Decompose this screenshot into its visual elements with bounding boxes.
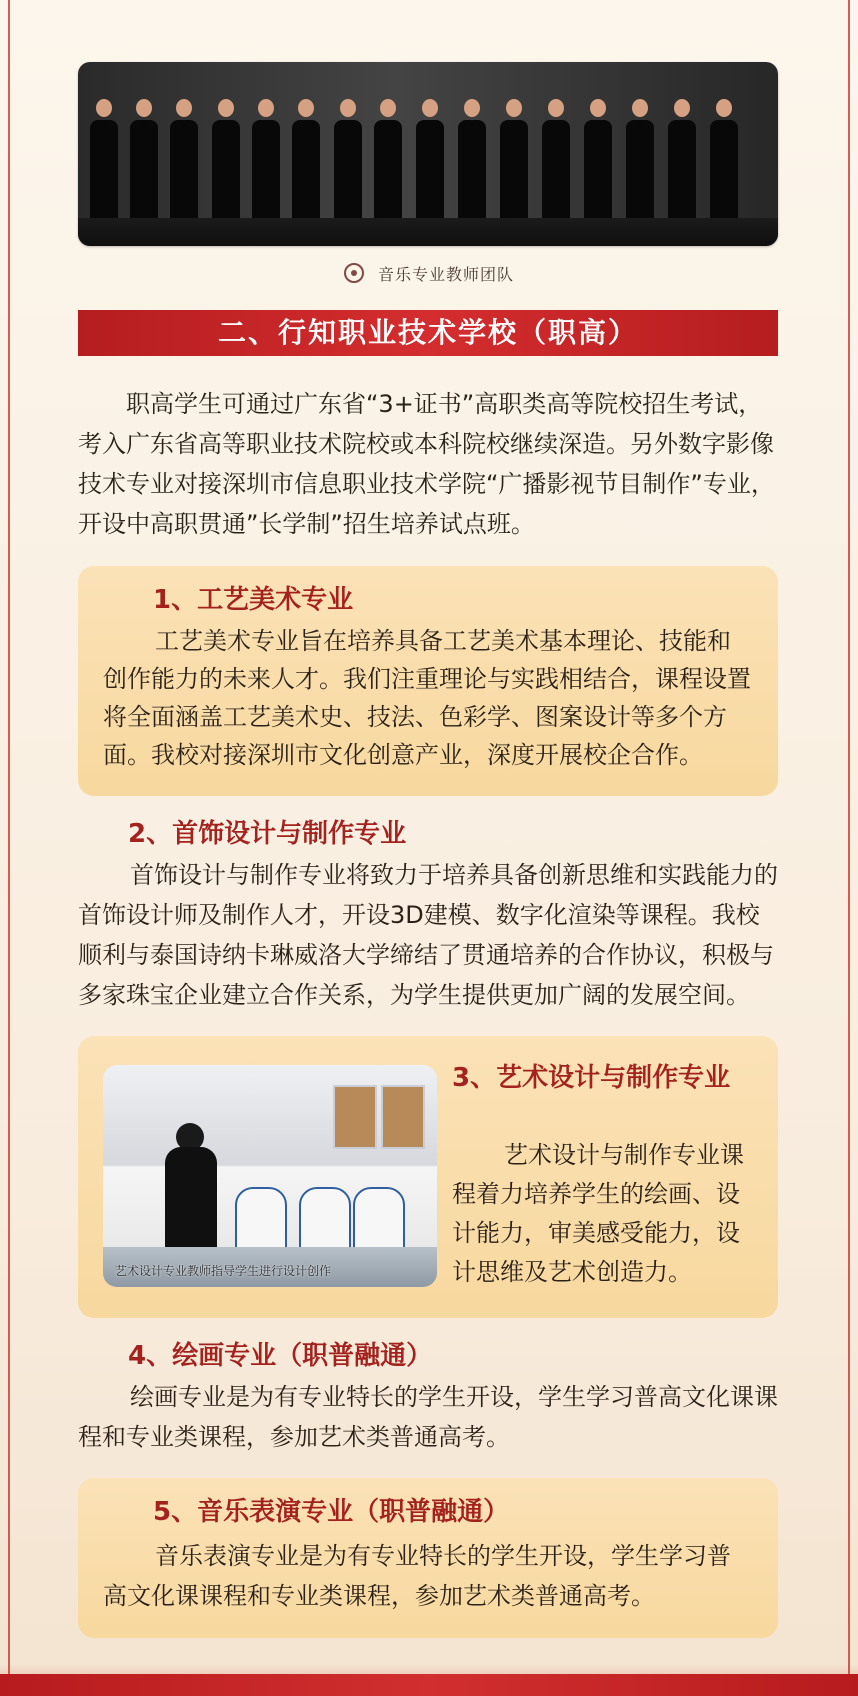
major-3-description: 艺术设计与制作专业课程着力培养学生的绘画、设计能力，审美感受能力，设计思维及艺术创造力。: [452, 1141, 744, 1286]
teacher-figure: [416, 99, 444, 228]
photo-overlay-caption: 艺术设计专业教师指导学生进行设计创作: [115, 1264, 332, 1278]
teacher-figure: [374, 99, 402, 228]
major-2-title: 2、首饰设计与制作专业: [128, 819, 407, 849]
major-5-title: 5、音乐表演专业（职普融通）: [153, 1497, 510, 1527]
teacher-figure: [500, 99, 528, 228]
intro-paragraph: 职高学生可通过广东省“3+证书”高职类高等院校招生考试，考入广东省高等职业技术院校或本科院校继续深造。另外数字影像技术专业对接深圳市信息职业技术学院“广播影视节目制作”专业，开设中高职贯通”长学制”招生培养试点班。: [78, 390, 775, 538]
bottom-decorative-band: [0, 1674, 858, 1696]
photo-floor: [78, 218, 778, 246]
major-1-title: 1、工艺美术专业: [153, 585, 354, 615]
teacher-figure: [90, 99, 118, 228]
left-rule: [8, 0, 10, 1696]
teacher-figure: [252, 99, 280, 228]
teacher-figure: [212, 99, 240, 228]
classroom-window: [333, 1085, 377, 1149]
caption-text: 音乐专业教师团队: [378, 265, 515, 284]
teacher-figure: [130, 99, 158, 228]
target-icon: [344, 263, 364, 283]
major-4-title: 4、绘画专业（职普融通）: [128, 1341, 433, 1371]
teacher-figure: [292, 99, 320, 228]
teacher-figure: [584, 99, 612, 228]
major-4-description: 绘画专业是为有专业特长的学生开设，学生学习普高文化课课程和专业类课程，参加艺术类普通高考。: [78, 1383, 778, 1451]
teacher-figure: [170, 99, 198, 228]
right-rule: [848, 0, 850, 1696]
art-design-class-photo: [103, 1065, 437, 1287]
major-1-description: 工艺美术专业旨在培养具备工艺美术基本理论、技能和创作能力的未来人才。我们注重理论与实践相结合，课程设置将全面涵盖工艺美术史、技法、色彩学、图案设计等多个方面。我校对接深圳市文化创意产业，深度开展校企合作。: [103, 627, 751, 769]
teacher-figure: [334, 99, 362, 228]
major-3-title: 3、艺术设计与制作专业: [452, 1063, 731, 1093]
teacher-figure: [710, 99, 738, 228]
section-title: 二、行知职业技术学校（职高）: [78, 310, 778, 356]
photo-caption: [0, 262, 858, 285]
major-5-description: 音乐表演专业是为有专业特长的学生开设，学生学习普高文化课课程和专业类课程，参加艺术类普通高考。: [103, 1542, 731, 1610]
major-2-description: 首饰设计与制作专业将致力于培养具备创新思维和实践能力的首饰设计师及制作人才，开设3D建模、数字化渲染等课程。我校顺利与泰国诗纳卡琳威洛大学缔结了贯通培养的合作协议，积极与多家珠宝企业建立合作关系，为学生提供更加广阔的发展空间。: [78, 861, 778, 1009]
teacher-figure: [458, 99, 486, 228]
classroom-window: [381, 1085, 425, 1149]
teacher-figure: [542, 99, 570, 228]
teacher-figure: [626, 99, 654, 228]
teacher-figure: [668, 99, 696, 228]
music-teacher-team-photo: [78, 62, 778, 246]
